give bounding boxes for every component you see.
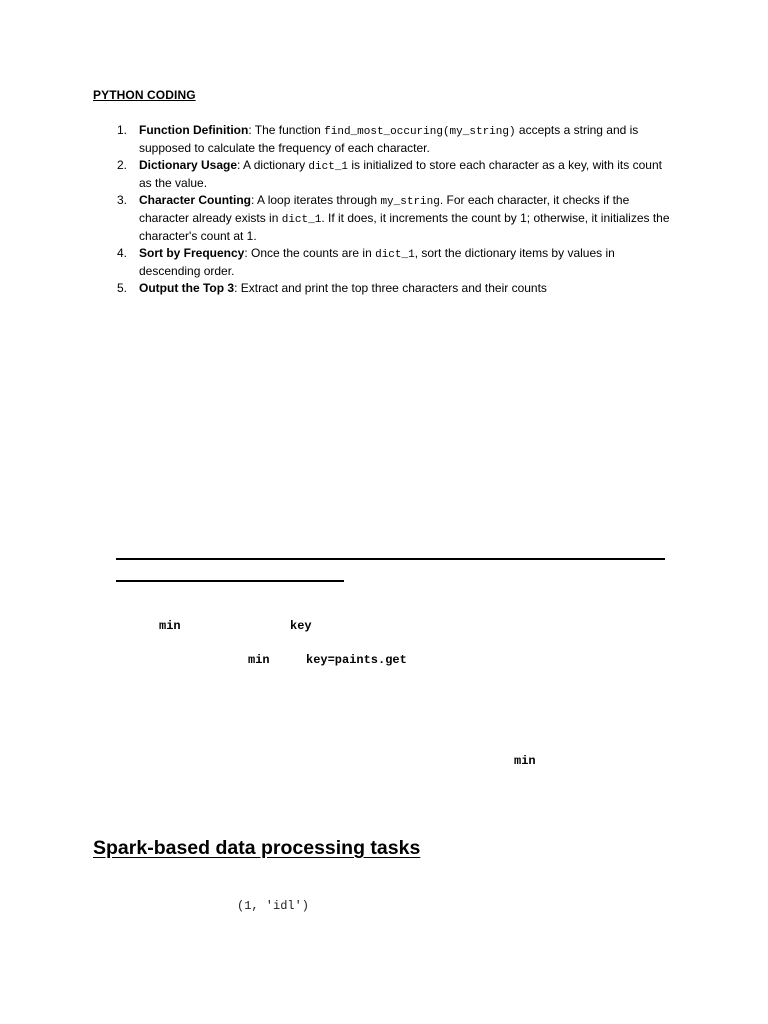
list-item-number: 4. — [117, 245, 128, 260]
page-heading: PYTHON CODING — [93, 88, 196, 102]
list-item-title: Sort by Frequency — [139, 245, 245, 260]
list-item-text: . For each character, it checks if the character already exists in — [139, 192, 630, 226]
list-item-number: 2. — [117, 157, 128, 172]
list-item-text: : A loop iterates through — [251, 192, 381, 207]
code-fragment-key-paints-get: key=paints.get — [306, 653, 407, 667]
section-title: Spark-based data processing tasks — [93, 837, 421, 859]
inline-code: dict_1 — [281, 214, 322, 227]
list-item-title: Output the Top 3 — [139, 280, 235, 295]
list-item-text: accepts a string and is supposed to calculate the frequency of each character. — [139, 123, 639, 156]
list-item-text: is initialized to store each character as a key, with its count as the value. — [139, 157, 662, 191]
inline-code: dict_1 — [375, 248, 415, 261]
list-item-text: : The function — [248, 123, 325, 137]
inline-code: find_most_occuring(my_string) — [324, 126, 516, 138]
code-fragment-min: min — [514, 754, 536, 768]
list-item-text: , sort the dictionary items by values in descending order. — [139, 245, 615, 279]
horizontal-rule-short — [116, 580, 344, 582]
list-item — [117, 280, 673, 296]
list-item-title: Character Counting — [139, 192, 252, 207]
list-item-text: : A dictionary — [237, 157, 309, 172]
inline-code: dict_1 — [308, 160, 349, 173]
list-item-number: 1. — [117, 123, 128, 137]
list-item — [117, 122, 673, 157]
horizontal-rule-long — [116, 558, 665, 560]
steps-list — [117, 122, 673, 296]
list-item-title: Function Definition — [139, 123, 249, 137]
list-item-text: . If it does, it increments the count by 1; otherwise, it initializes the character's count at 1. — [139, 211, 670, 244]
list-item — [117, 192, 673, 245]
list-item — [117, 157, 673, 192]
code-fragment-min: min — [248, 653, 270, 667]
inline-code: my_string — [380, 195, 440, 208]
list-item — [117, 245, 673, 280]
code-fragment-min: min — [159, 619, 181, 633]
list-item-number: 5. — [117, 280, 128, 295]
list-item-number: 3. — [117, 192, 128, 207]
code-fragment-key: key — [290, 619, 312, 633]
tuple-example: (1, 'idl') — [237, 899, 310, 913]
list-item-text: : Extract and print the top three characters and their counts — [234, 280, 547, 295]
list-item-text: : Once the counts are in — [244, 245, 376, 260]
list-item-title: Dictionary Usage — [139, 157, 238, 172]
